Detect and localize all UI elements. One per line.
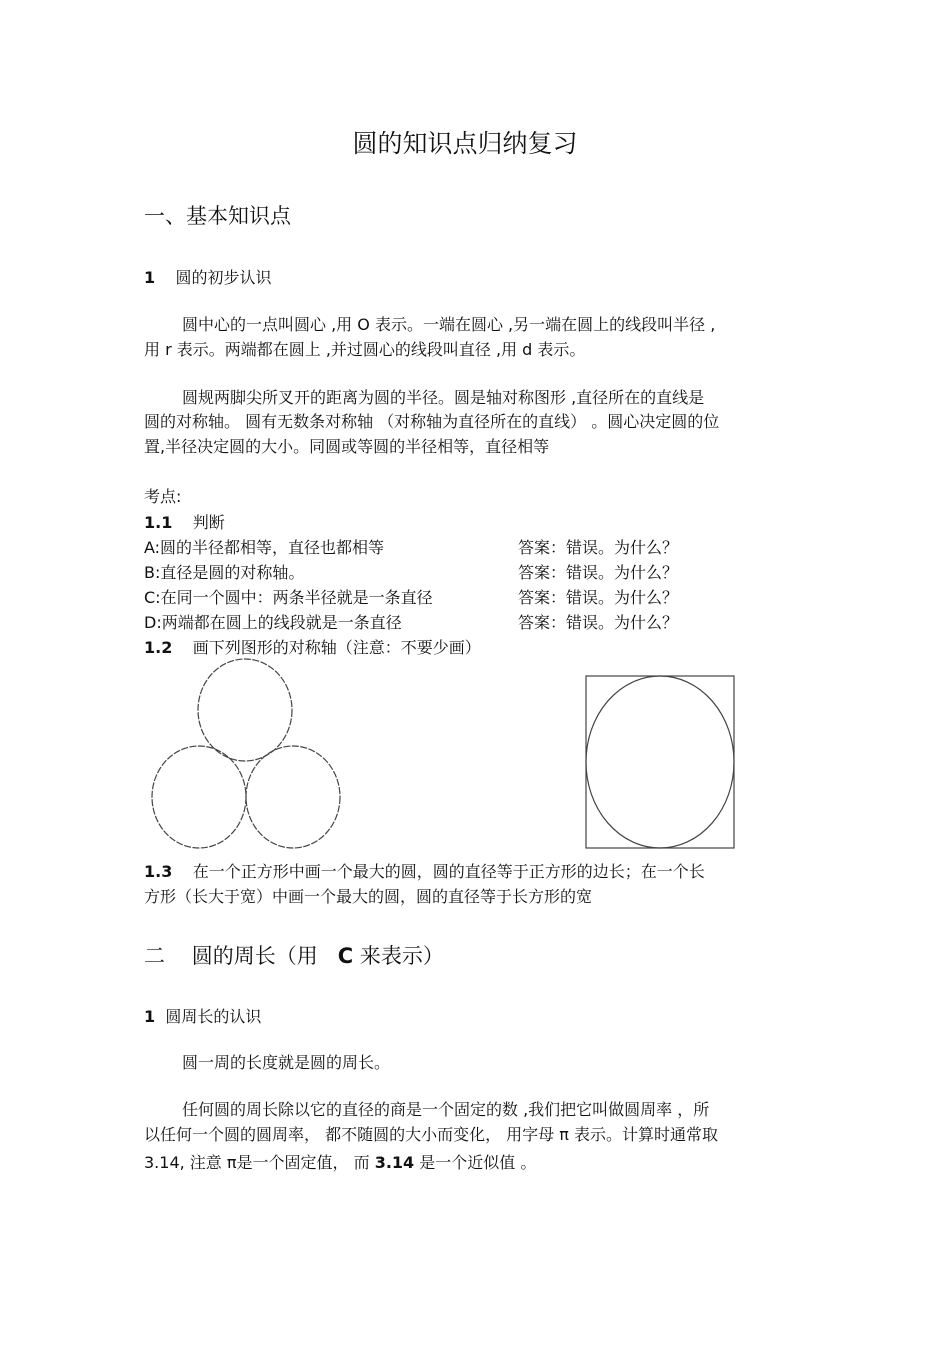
circle-in-square-figure <box>583 673 739 851</box>
paragraph-line: 用 r 表示。两端都在圆上 ,并过圆心的线段叫直径 ,用 d 表示。 <box>144 340 586 359</box>
question-heading <box>144 859 705 882</box>
paragraph-text: 3.14, 注意 π是一个固定值， 而 <box>144 1153 375 1172</box>
judgment-question: C:在同一个圆中：两条半径就是一条直径 <box>144 588 433 607</box>
section-title: 圆的周长（用 <box>191 944 318 968</box>
three-circles-figure <box>140 650 350 855</box>
judgment-answer: 答案：错误。为什么？ <box>518 613 679 632</box>
section-heading-circumference <box>144 940 444 970</box>
question-text-continued: 方形（长大于宽）中画一个最大的圆，圆的直径等于长方形的宽 <box>144 887 593 906</box>
question-label: 判断 <box>192 513 225 532</box>
subsection-heading <box>144 265 272 288</box>
question-heading <box>144 510 225 533</box>
inscribed-circle <box>586 676 734 848</box>
subsection-number: 1 <box>144 268 156 287</box>
paragraph-text: 是一个近似值 。 <box>414 1153 537 1172</box>
judgment-answer: 答案：错误。为什么？ <box>518 563 679 582</box>
approx-value: 3.14 <box>374 1153 415 1172</box>
kaodian-label: 考点: <box>144 487 182 506</box>
subsection-label: 圆的初步认识 <box>175 268 272 287</box>
paragraph-line <box>144 1150 536 1173</box>
circle-bottom-right <box>246 746 340 848</box>
paragraph-line: 置,半径决定圆的大小。同圆或等圆的半径相等，直径相等 <box>144 437 550 456</box>
judgment-question: B:直径是圆的对称轴。 <box>144 563 305 582</box>
paragraph-line: 圆的对称轴。 圆有无数条对称轴 （对称轴为直径所在的直线） 。圆心决定圆的位 <box>144 412 720 431</box>
subsection-heading <box>144 1004 261 1027</box>
section-title-suffix: 来表示） <box>359 944 444 968</box>
paragraph-line: 任何圆的周长除以它的直径的商是一个固定的数 ,我们把它叫做圆周率 ，所 <box>182 1100 710 1119</box>
paragraph-line: 圆中心的一点叫圆心 ,用 O 表示。一端在圆心 ,另一端在圆上的线段叫半径 , <box>182 315 716 334</box>
question-label: 画下列图形的对称轴（注意：不要少画） <box>192 638 481 657</box>
subsection-number: 1 <box>144 1007 156 1026</box>
page-title: 圆的知识点归纳复习 <box>352 129 578 158</box>
paragraph-line: 以任何一个圆的圆周率， 都不随圆的大小而变化， 用字母 π 表示。计算时通常取 <box>144 1125 718 1144</box>
judgment-answer: 答案：错误。为什么？ <box>518 588 679 607</box>
paragraph-line: 圆一周的长度就是圆的周长。 <box>182 1053 391 1072</box>
square-outline <box>586 676 734 848</box>
question-number: 1.2 <box>144 638 173 657</box>
section-heading-basic: 一、基本知识点 <box>144 204 291 228</box>
paragraph-line: 圆规两脚尖所叉开的距离为圆的半径。圆是轴对称图形 ,直径所在的直线是 <box>182 388 705 407</box>
question-number: 1.1 <box>144 513 173 532</box>
question-text: 在一个正方形中画一个最大的圆，圆的直径等于正方形的边长；在一个长 <box>192 862 705 881</box>
circle-top <box>198 659 292 761</box>
question-number: 1.3 <box>144 862 173 881</box>
judgment-answer: 答案：错误。为什么？ <box>518 538 679 557</box>
judgment-question: A:圆的半径都相等，直径也都相等 <box>144 538 385 557</box>
circle-bottom-left <box>152 746 246 848</box>
section-number: 二 <box>144 944 165 968</box>
section-symbol: C <box>337 944 354 968</box>
subsection-label: 圆周长的认识 <box>165 1007 262 1026</box>
judgment-question: D:两端都在圆上的线段就是一条直径 <box>144 613 402 632</box>
